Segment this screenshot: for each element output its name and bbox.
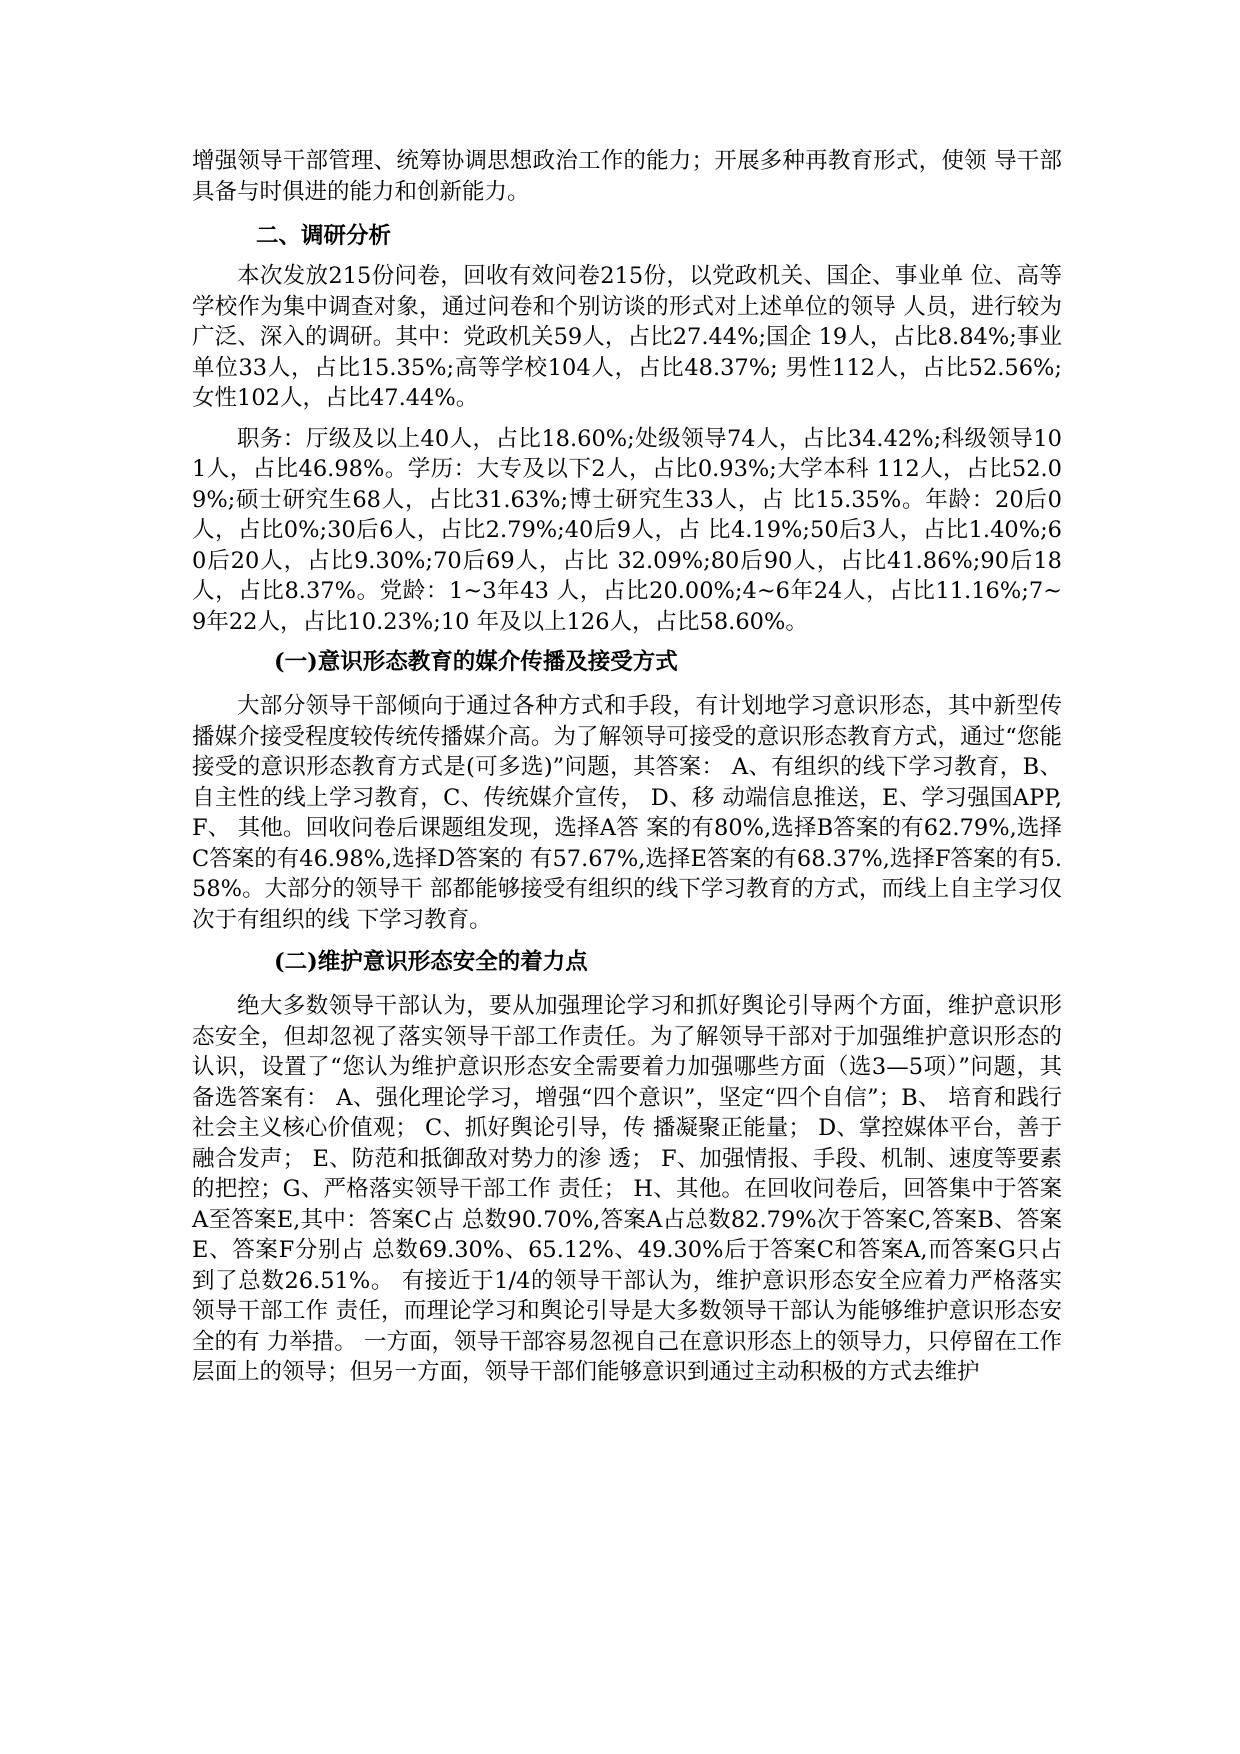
survey-paragraph: 本次发放215份问卷，回收有效问卷215份，以党政机关、国企、事业单 位、高等学校作为集中调查对象，通过问卷和个别访谈的形式对上述单位的领导 人员，进行较为广泛、深入的调研。其中：党政机关59人，占比27.44%;国企 19人，占比8.84%;事业单位33人，占比15.35%;高等学校104人，占比48.37%; 男性112人，占比52.56%;女性102人，占比47.44%。	[192, 263, 1062, 411]
subheading-security-focus: (二)维护意识形态安全的着力点	[274, 949, 588, 975]
section-heading-survey-analysis: 二、调研分析	[256, 223, 392, 249]
media-paragraph: 大部分领导干部倾向于通过各种方式和手段，有计划地学习意识形态，其中新型传播媒介接受程度较传统传播媒介高。为了解领导可接受的意识形态教育方式，通过“您能接受的意识形态教育方式是(可多选)”问题，其答案： A、有组织的线下学习教育，B、自主性的线上学习教育，C、传统媒介宣传， D、移 动端信息推送，E、学习强国APP,F、 其他。回收问卷后课题组发现，选择A答 案的有80%,选择B答案的有62.79%,选择C答案的有46.98%,选择D答案的 有57.67%,选择E答案的有68.37%,选择F答案的有5.58%。大部分的领导干 部都能够接受有组织的线下学习教育的方式，而线上自主学习仅次于有组织的线 下学习教育。	[192, 693, 1062, 933]
security-paragraph: 绝大多数领导干部认为，要从加强理论学习和抓好舆论引导两个方面，维护意识形态安全，但却忽视了落实领导干部工作责任。为了解领导干部对于加强维护意识形态的认识，设置了“您认为维护意识形态安全需要着力加强哪些方面（选3—5项）”问题，其备选答案有： A、强化理论学习，增强“四个意识”，坚定“四个自信”；B、 培育和践行社会主义核心价值观； C、抓好舆论引导，传 播凝聚正能量； D、掌控媒体平台，善于融合发声； E、防范和抵御敌对势力的渗 透； F、加强情报、手段、机制、速度等要素的把控；G、严格落实领导干部工作 责任； H、其他。在回收问卷后，回答集中于答案A至答案E,其中：答案C占 总数90.70%,答案A占总数82.79%次于答案C,答案B、答案E、答案F分别占 总数69.30%、65.12%、49.30%后于答案C和答案A,而答案G只占到了总数26.51%。 有接近于1/4的领导干部认为，维护意识形态安全应着力严格落实领导干部工作 责任，而理论学习和舆论引导是大多数领导干部认为能够维护意识形态安全的有 力举措。 一方面，领导干部容易忽视自己在意识形态上的领导力，只停留在工作 层面上的领导；但另一方面，领导干部们能够意识到通过主动积极的方式去维护	[192, 993, 1062, 1385]
intro-paragraph: 增强领导干部管理、统筹协调思想政治工作的能力；开展多种再教育形式，使领 导干部具备与时俱进的能力和创新能力。	[192, 148, 1062, 205]
subheading-media-transmission: (一)意识形态教育的媒介传播及接受方式	[274, 649, 678, 675]
document-body	[192, 146, 1062, 1388]
demographics-paragraph: 职务：厅级及以上40人，占比18.60%;处级领导74人，占比34.42%;科级领导101人，占比46.98%。学历：大专及以下2人，占比0.93%;大学本科 112人，占比52.09%;硕士研究生68人，占比31.63%;博士研究生33人，占 比15.35%。年龄：20后0人，占比0%;30后6人，占比2.79%;40后9人，占 比4.19%;50后3人，占比1.40%;60后20人，占比9.30%;70后69人，占比 32.09%;80后90人，占比41.86%;90后18人，占比8.37%。党龄：1~3年43 人，占比20.00%;4~6年24人，占比11.16%;7~9年22人，占比10.23%;10 年及以上126人，占比58.60%。	[192, 425, 1062, 635]
